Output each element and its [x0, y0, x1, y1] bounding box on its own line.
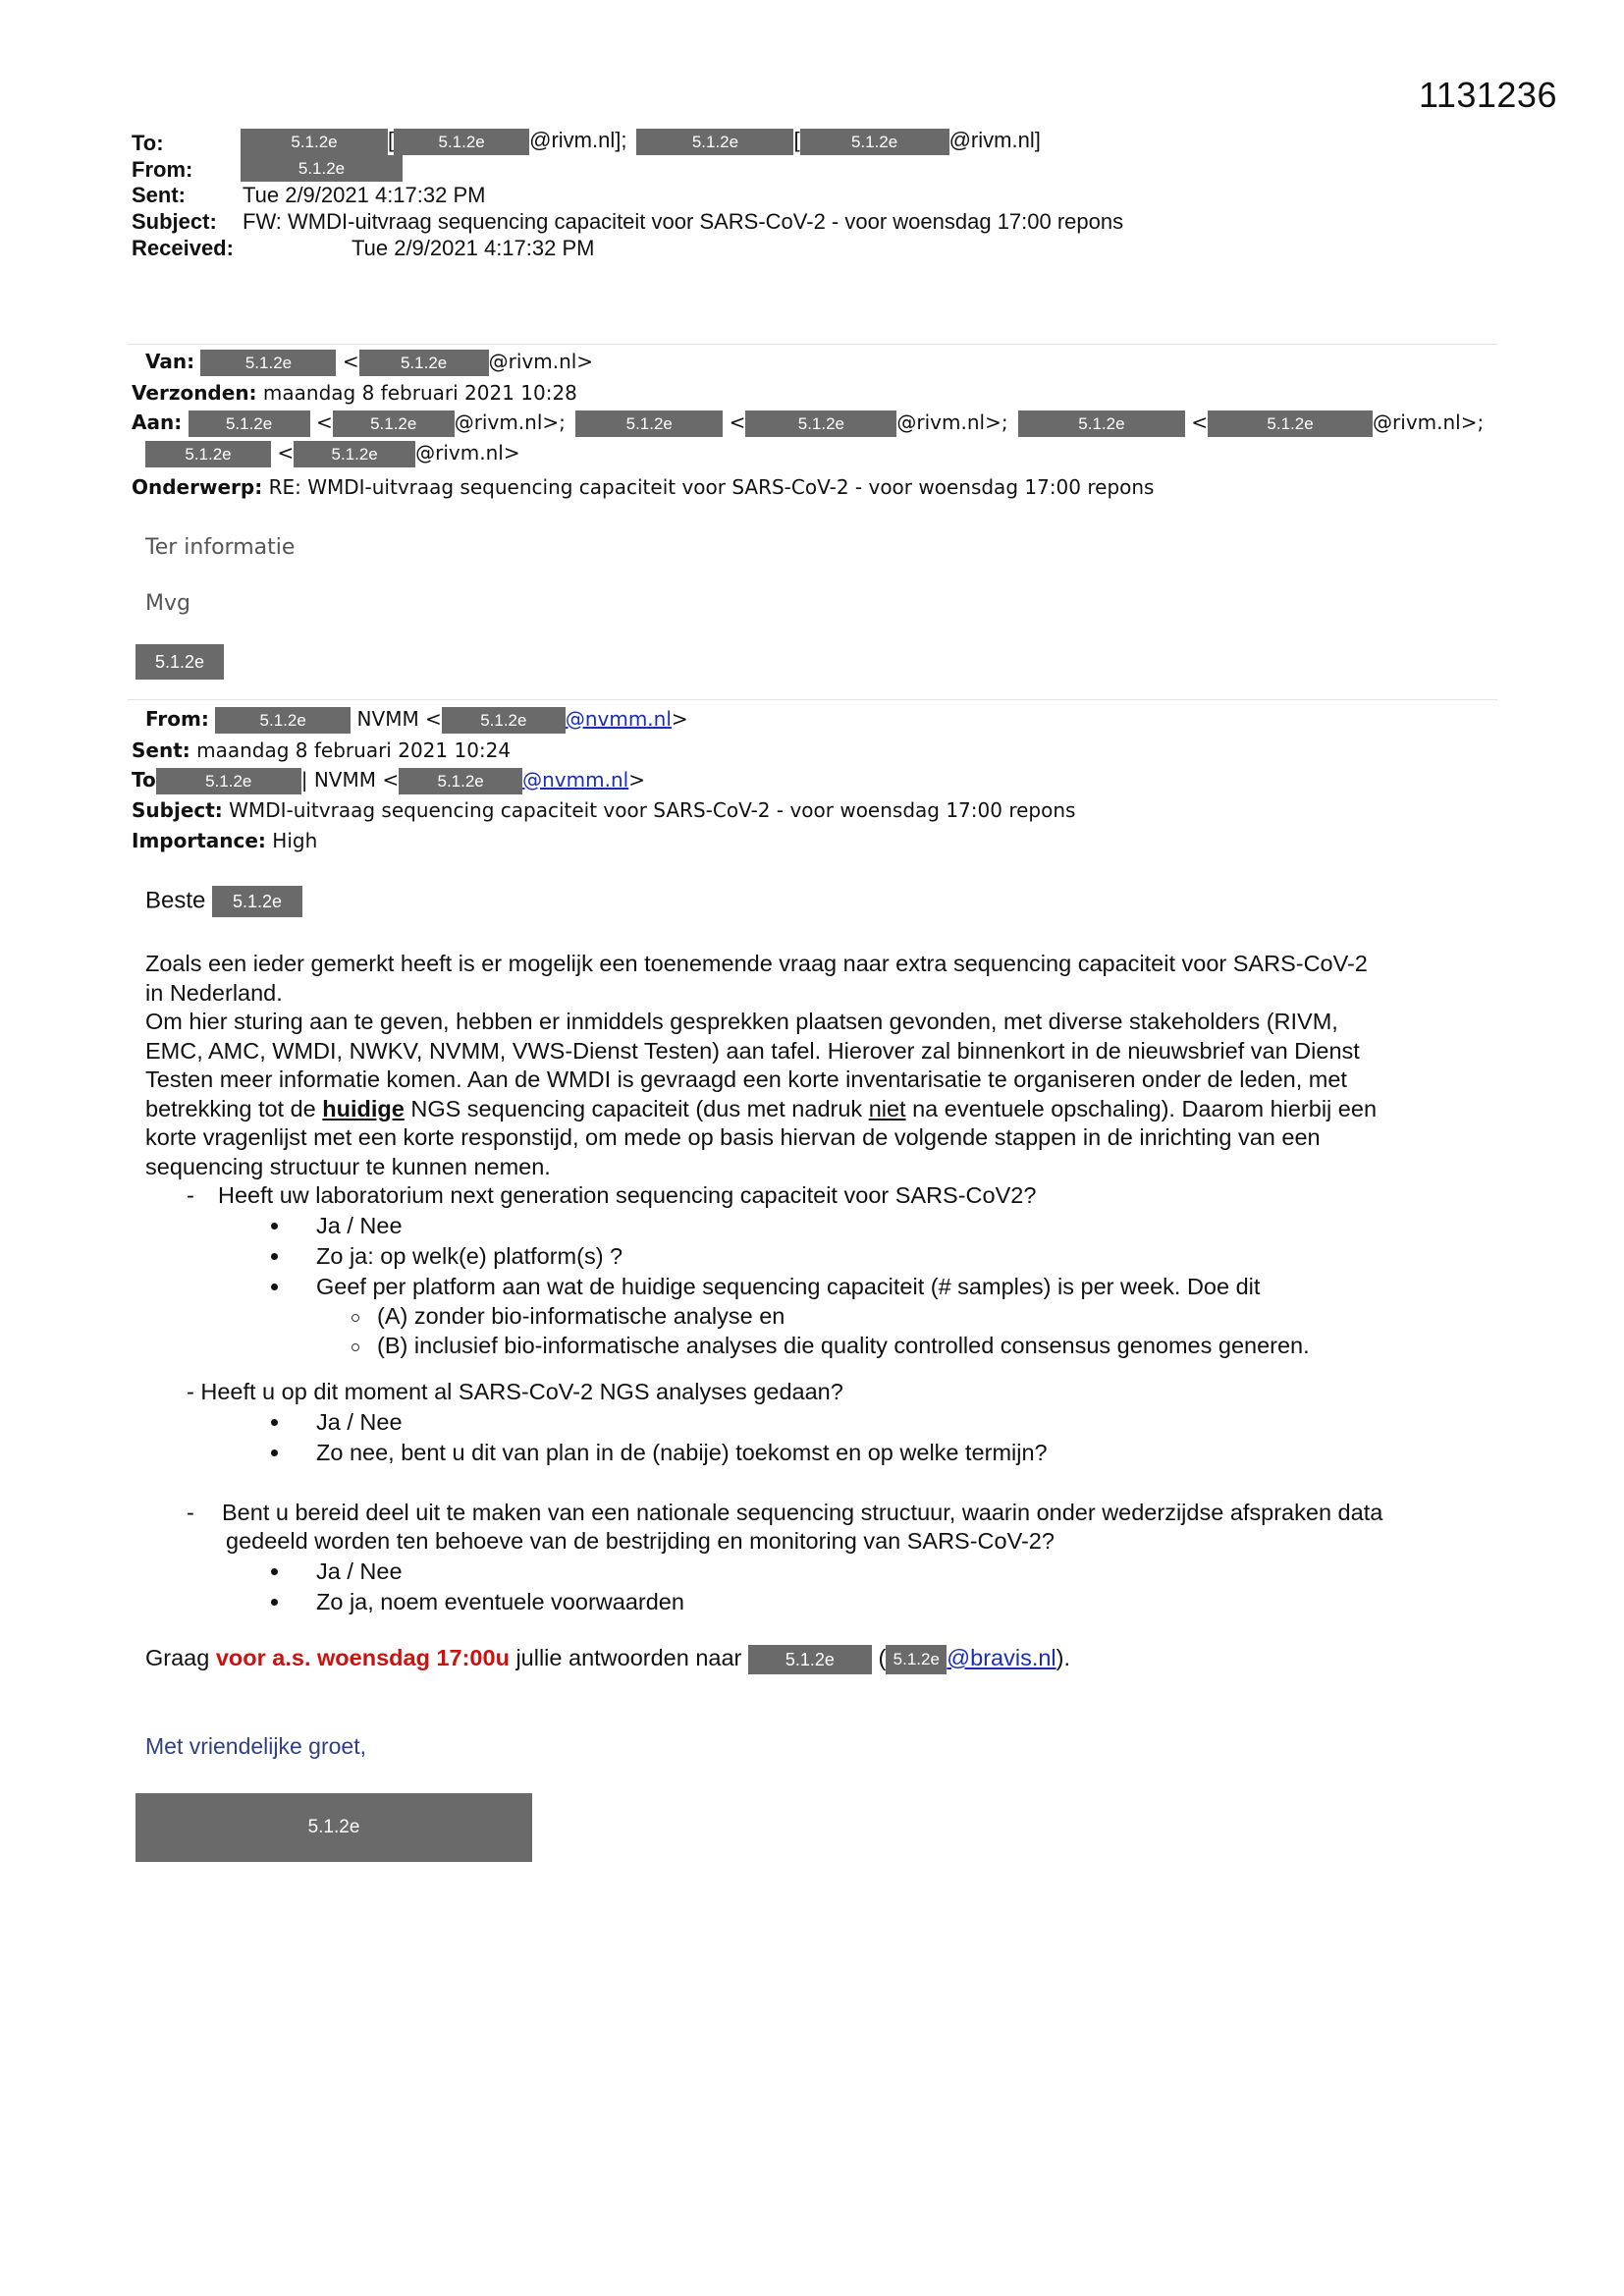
redaction-box: 5.1.2e — [135, 644, 224, 680]
van-domain: @rivm.nl> — [488, 350, 594, 373]
aan-line — [132, 410, 1484, 437]
redaction-box: 5.1.2e — [212, 886, 302, 917]
reply-line-1: Ter informatie — [145, 535, 296, 560]
orig-subject-line — [132, 798, 1075, 822]
sent-value: Tue 2/9/2021 4:17:32 PM — [243, 183, 486, 207]
para2-line-5: korte vragenlijst met een korte responstijd, om mede op basis hiervan de volgende stappen in de inrichting van een — [145, 1124, 1321, 1150]
verzonden-value: maandag 8 februari 2021 10:28 — [262, 381, 577, 405]
redaction-box: 5.1.2e — [1018, 410, 1185, 437]
redaction-box: 5.1.2e — [241, 129, 388, 155]
para2-line-2: EMC, AMC, WMDI, NWKV, NVMM, VWS-Dienst Testen) aan tafel. Hierover zal binnenkort in de nieuwsbrief van Dienst — [145, 1037, 1360, 1064]
orig-to-line — [132, 768, 645, 794]
orig-sent-value: maandag 8 februari 2021 10:24 — [196, 738, 512, 762]
gt: > — [671, 707, 688, 731]
to-value — [241, 128, 1041, 155]
received-value: Tue 2/9/2021 4:17:32 PM — [352, 236, 595, 260]
redaction-box: 5.1.2e — [189, 410, 310, 437]
para2-text: NGS sequencing capaciteit (dus met nadruk — [404, 1095, 869, 1121]
redaction-box: 5.1.2e — [241, 155, 403, 182]
sub-bullet — [352, 1343, 359, 1351]
orig-sent-label: Sent: — [132, 738, 190, 762]
received-label: Received: — [132, 236, 234, 260]
orig-from-label: From: — [145, 707, 209, 731]
redaction-box: 5.1.2e — [394, 129, 529, 155]
q2-bullet-2: Zo nee, bent u dit van plan in de (nabije) toekomst en op welke termijn? — [316, 1440, 1048, 1465]
bullet — [271, 1253, 278, 1260]
q1-sub-2: (B) inclusief bio-informatische analyses die quality controlled consensus genomes generen. — [377, 1333, 1310, 1358]
signoff: Met vriendelijke groet, — [145, 1733, 366, 1759]
orig-to-label: To — [132, 768, 156, 792]
redaction-box: 5.1.2e — [636, 129, 793, 155]
redaction-box: 5.1.2e — [135, 1793, 532, 1862]
bullet — [271, 1449, 278, 1456]
nvmm: NVMM < — [313, 768, 400, 792]
redaction-box: 5.1.2e — [886, 1645, 947, 1674]
redaction-box: 5.1.2e — [399, 768, 522, 794]
closing-text: jullie antwoorden naar — [509, 1645, 742, 1670]
to-bracket: [ — [388, 128, 395, 152]
lt: < — [315, 410, 333, 434]
greeting-text: Beste — [145, 887, 206, 914]
separator — [128, 699, 1497, 700]
lt: < — [277, 441, 295, 465]
signature-block — [135, 1793, 532, 1862]
nvmm-email-link[interactable]: @nvmm.nl — [565, 707, 672, 731]
redaction-box: 5.1.2e — [800, 129, 949, 155]
para2-text: na eventuele opschaling). Daarom hierbij een — [905, 1095, 1378, 1121]
para2-text: betrekking tot de — [145, 1095, 323, 1121]
redaction-box: 5.1.2e — [156, 768, 301, 794]
orig-subject-value: WMDI-uitvraag sequencing capaciteit voor SARS-CoV-2 - voor woensdag 17:00 repons — [229, 798, 1076, 822]
from-value — [241, 154, 403, 182]
to-domain-2: @rivm.nl] — [948, 128, 1041, 152]
redaction-box: 5.1.2e — [575, 410, 723, 437]
q3-bullet-1: Ja / Nee — [316, 1558, 403, 1584]
aan-label: Aan: — [132, 410, 183, 434]
bullet — [271, 1284, 278, 1290]
paren: ). — [1056, 1645, 1071, 1670]
greeting — [145, 886, 302, 917]
lt: < — [342, 350, 359, 373]
redaction-box: 5.1.2e — [442, 707, 566, 734]
paragraph-1 — [145, 950, 1377, 1181]
q3-bullet-2: Zo ja, noem eventuele voorwaarden — [316, 1589, 684, 1614]
orig-importance-line — [132, 829, 317, 852]
to-pipe: | — [300, 768, 308, 792]
gt: > — [628, 768, 645, 792]
to-label: To: — [132, 131, 164, 155]
sub-bullet — [352, 1314, 359, 1322]
orig-subject-label: Subject: — [132, 798, 223, 822]
orig-from-line — [145, 707, 688, 734]
subject-label: Subject: — [132, 209, 217, 234]
closing-text: Graag — [145, 1645, 216, 1670]
q1-bullet-3: Geef per platform aan wat de huidige sequencing capaciteit (# samples) is per week. Doe dit — [316, 1274, 1261, 1299]
sent-label: Sent: — [132, 183, 186, 207]
q2-text: - Heeft u op dit moment al SARS-CoV-2 NGS analyses gedaan? — [187, 1379, 843, 1404]
separator — [128, 344, 1497, 345]
para2-line-6: sequencing structuur te kunnen nemen. — [145, 1153, 551, 1179]
para2-line-3: Testen meer informatie komen. Aan de WMDI is gevraagd een korte inventarisatie te organiseren onder de leden, met — [145, 1066, 1347, 1092]
redaction-box: 5.1.2e — [145, 441, 271, 467]
redaction-box: 5.1.2e — [745, 410, 896, 437]
deadline-highlight: voor a.s. woensdag 17:00u — [215, 1645, 510, 1670]
bullet — [271, 1599, 278, 1606]
reply-signature — [135, 644, 224, 680]
para2-line-4 — [145, 1095, 1377, 1124]
van-label: Van: — [145, 350, 195, 373]
importance-label: Importance: — [132, 829, 266, 852]
redaction-box: 5.1.2e — [1208, 410, 1373, 437]
van-line — [145, 350, 593, 376]
para1-line-1: Zoals een ieder gemerkt heeft is er mogelijk een toenemende vraag naar extra sequencing capaciteit voor SARS-CoV-2 — [145, 951, 1368, 976]
nvmm-email-link[interactable]: @nvmm.nl — [522, 768, 629, 792]
document-id: 1131236 — [1419, 75, 1557, 115]
redaction-box: 5.1.2e — [294, 441, 415, 467]
aan-domain: @rivm.nl>; — [454, 410, 566, 434]
orig-sent-line — [132, 738, 511, 762]
aan-domain: @rivm.nl>; — [896, 410, 1008, 434]
nvmm: NVMM < — [356, 707, 442, 731]
emphasis-huidige: huidige — [322, 1095, 405, 1121]
reply-line-2: Mvg — [145, 591, 190, 616]
q3-line-1: Bent u bereid deel uit te maken van een nationale sequencing structuur, waarin onder wederzijdse afspraken data — [222, 1500, 1383, 1525]
onderwerp-value: RE: WMDI-uitvraag sequencing capaciteit voor SARS-CoV-2 - voor woensdag 17:00 repons — [268, 475, 1155, 499]
to-bracket: [ — [793, 128, 800, 152]
onderwerp-line — [132, 475, 1154, 499]
aan-domain: @rivm.nl>; — [1373, 410, 1485, 434]
q1-bullet-2: Zo ja: op welk(e) platform(s) ? — [316, 1243, 623, 1269]
bravis-email-link[interactable]: @bravis.nl — [947, 1645, 1056, 1670]
para2-line-1: Om hier sturing aan te geven, hebben er inmiddels gesprekken plaatsen gevonden, met diverse stakeholders (RIVM, — [145, 1009, 1338, 1034]
redaction-box: 5.1.2e — [748, 1645, 872, 1674]
redaction-box: 5.1.2e — [359, 350, 489, 376]
q1-text: Heeft uw laboratorium next generation sequencing capaciteit voor SARS-CoV2? — [218, 1182, 1037, 1208]
paren: ( — [878, 1645, 887, 1670]
subject-value: FW: WMDI-uitvraag sequencing capaciteit voor SARS-CoV-2 - voor woensdag 17:00 repons — [243, 209, 1124, 234]
bullet — [271, 1568, 278, 1575]
q1-sub-1: (A) zonder bio-informatische analyse en — [377, 1303, 785, 1329]
q2-bullet-1: Ja / Nee — [316, 1409, 403, 1435]
lt: < — [729, 410, 746, 434]
from-label: From: — [132, 157, 193, 182]
to-domain-1: @rivm.nl]; — [529, 128, 627, 152]
redaction-box: 5.1.2e — [333, 410, 455, 437]
emphasis-niet: niet — [868, 1095, 906, 1121]
redaction-box: 5.1.2e — [200, 350, 336, 376]
importance-value: High — [272, 829, 318, 852]
q1-dash: - — [187, 1182, 194, 1208]
verzonden-line — [132, 381, 577, 405]
onderwerp-label: Onderwerp: — [132, 475, 263, 499]
verzonden-label: Verzonden: — [132, 381, 257, 405]
bullet — [271, 1223, 278, 1230]
aan-line-2 — [145, 441, 520, 467]
lt: < — [1191, 410, 1209, 434]
redaction-box: 5.1.2e — [215, 707, 351, 734]
q3-dash: - — [187, 1500, 194, 1525]
q1-bullet-1: Ja / Nee — [316, 1213, 403, 1238]
bullet — [271, 1419, 278, 1426]
q3-line-2: gedeeld worden ten behoeve van de bestrijding en monitoring van SARS-CoV-2? — [226, 1528, 1055, 1554]
aan-domain: @rivm.nl> — [415, 441, 520, 465]
closing-line — [145, 1644, 1070, 1674]
para1-line-2: in Nederland. — [145, 979, 283, 1006]
